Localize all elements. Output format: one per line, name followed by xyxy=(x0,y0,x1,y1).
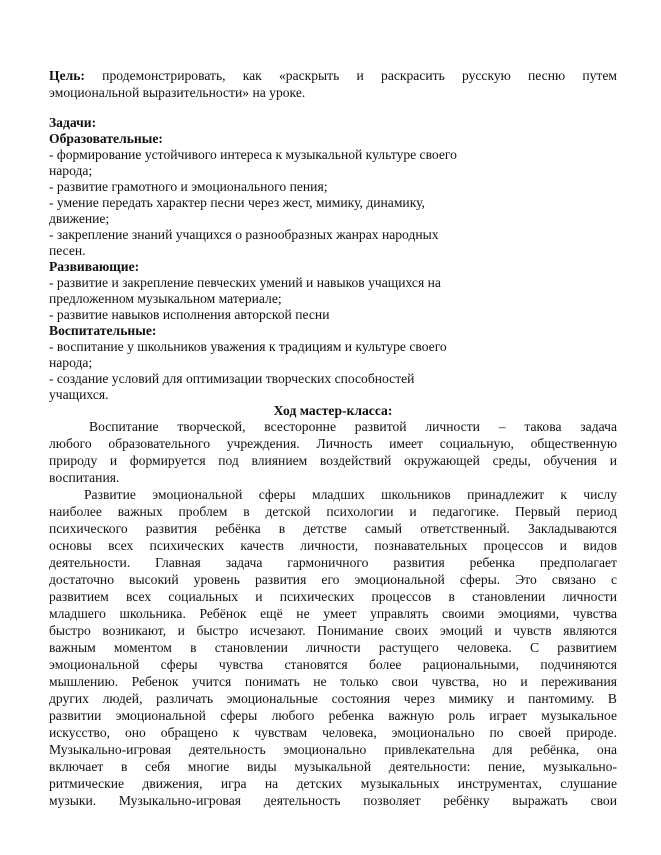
upbringing-line: учащихся. xyxy=(49,387,109,402)
goal-text-1: продемонстрировать, как «раскрыть и раскрасить русскую песню путем xyxy=(102,68,617,83)
para2-line: развитии эмоциональной сферы любого ребенка важную роль играет музыкальное xyxy=(49,708,617,723)
para2-line: важным моментом в становлении личности растущего человека. С развитием xyxy=(49,640,617,655)
para2-line: мышлению. Ребенок учится понимать не только свои чувства, но и переживания xyxy=(49,674,617,689)
developing-heading: Развивающие: xyxy=(49,259,140,274)
para2-line: включает в себя многие виды музыкальной деятельности: пение, музыкально- xyxy=(49,759,617,774)
upbringing-line: - воспитание у школьников уважения к традициям и культуре своего xyxy=(49,339,447,354)
para1-line: любого образовательного учреждения. Личность имеет социальную, общественную xyxy=(49,436,617,451)
educational-line: - развитие грамотного и эмоционального пения; xyxy=(49,179,328,194)
para1-line: природу и формируется под влиянием воздействий окружающей среды, обучения и xyxy=(49,453,617,468)
para2-line: наиболее важных проблем в детской психологии и педагогике. Первый период xyxy=(49,504,617,519)
upbringing-heading: Воспитательные: xyxy=(49,323,157,338)
progress-heading: Ход мастер-класса: xyxy=(273,403,393,418)
goal-line-1 xyxy=(49,68,617,84)
educational-line: - умение передать характер песни через жест, мимику, динамику, xyxy=(49,195,425,210)
para2-line: младшего школьника. Ребёнок ещё не умеет управлять своими эмоциями, чувства xyxy=(49,606,617,621)
upbringing-line: - создание условий для оптимизации творческих способностей xyxy=(49,371,415,386)
para1-line: Воспитание творческой, всесторонне развитой личности – такова задача xyxy=(89,419,617,434)
educational-line: песен. xyxy=(49,243,86,258)
para2-line: основы всех психических качеств личности, познавательных процессов и видов xyxy=(49,538,617,553)
educational-line: - закрепление знаний учащихся о разнообразных жанрах народных xyxy=(49,227,439,242)
para2-line: быстро возникают, и быстро исчезают. Понимание своих эмоций и чувств являются xyxy=(49,623,617,638)
educational-heading: Образовательные: xyxy=(49,131,163,146)
para2-line: эмоциональной сферы чувства становятся более рациональными, подчиняются xyxy=(49,657,617,672)
para2-line: музыки. Музыкально-игровая деятельность позволяет ребёнку выражать свои xyxy=(49,793,617,808)
para2-line: Музыкально-игровая деятельность эмоционально привлекательна для ребёнка, она xyxy=(49,742,617,757)
educational-line: - формирование устойчивого интереса к музыкальной культуре своего xyxy=(49,147,457,162)
tasks-heading: Задачи: xyxy=(49,115,97,130)
para2-line: развитием всех социальных и психических процессов в становлении личности xyxy=(49,589,617,604)
para2-line: психического развития ребёнка в детстве самый ответственный. Закладываются xyxy=(49,521,617,536)
developing-line: предложенном музыкальном материале; xyxy=(49,291,282,306)
educational-line: движение; xyxy=(49,211,110,226)
goal-line-2: эмоциональной выразительности» на уроке. xyxy=(49,85,306,100)
educational-line: народа; xyxy=(49,163,93,178)
para2-line: Развитие эмоциональной сферы младших школьников принадлежит к числу xyxy=(84,487,617,502)
developing-line: - развитие навыков исполнения авторской песни xyxy=(49,307,330,322)
upbringing-line: народа; xyxy=(49,355,93,370)
para2-line: ритмические движения, игра на детских музыкальных инструментах, слушание xyxy=(49,776,617,791)
developing-line: - развитие и закрепление певческих умений и навыков учащихся на xyxy=(49,275,441,290)
para2-line: деятельности. Главная задача гармоничного развития ребенка предполагает xyxy=(49,555,617,570)
para2-line: достаточно высокий уровень развития его эмоциональной сферы. Это связано с xyxy=(49,572,617,587)
para2-line: других людей, различать эмоциональные состояния через мимику и пантомиму. В xyxy=(49,691,617,706)
para2-line: искусство, оно обращено к чувствам человека, эмоционально по своей природе. xyxy=(49,725,617,740)
goal-label: Цель: xyxy=(49,68,85,83)
para1-line: воспитания. xyxy=(49,470,120,485)
